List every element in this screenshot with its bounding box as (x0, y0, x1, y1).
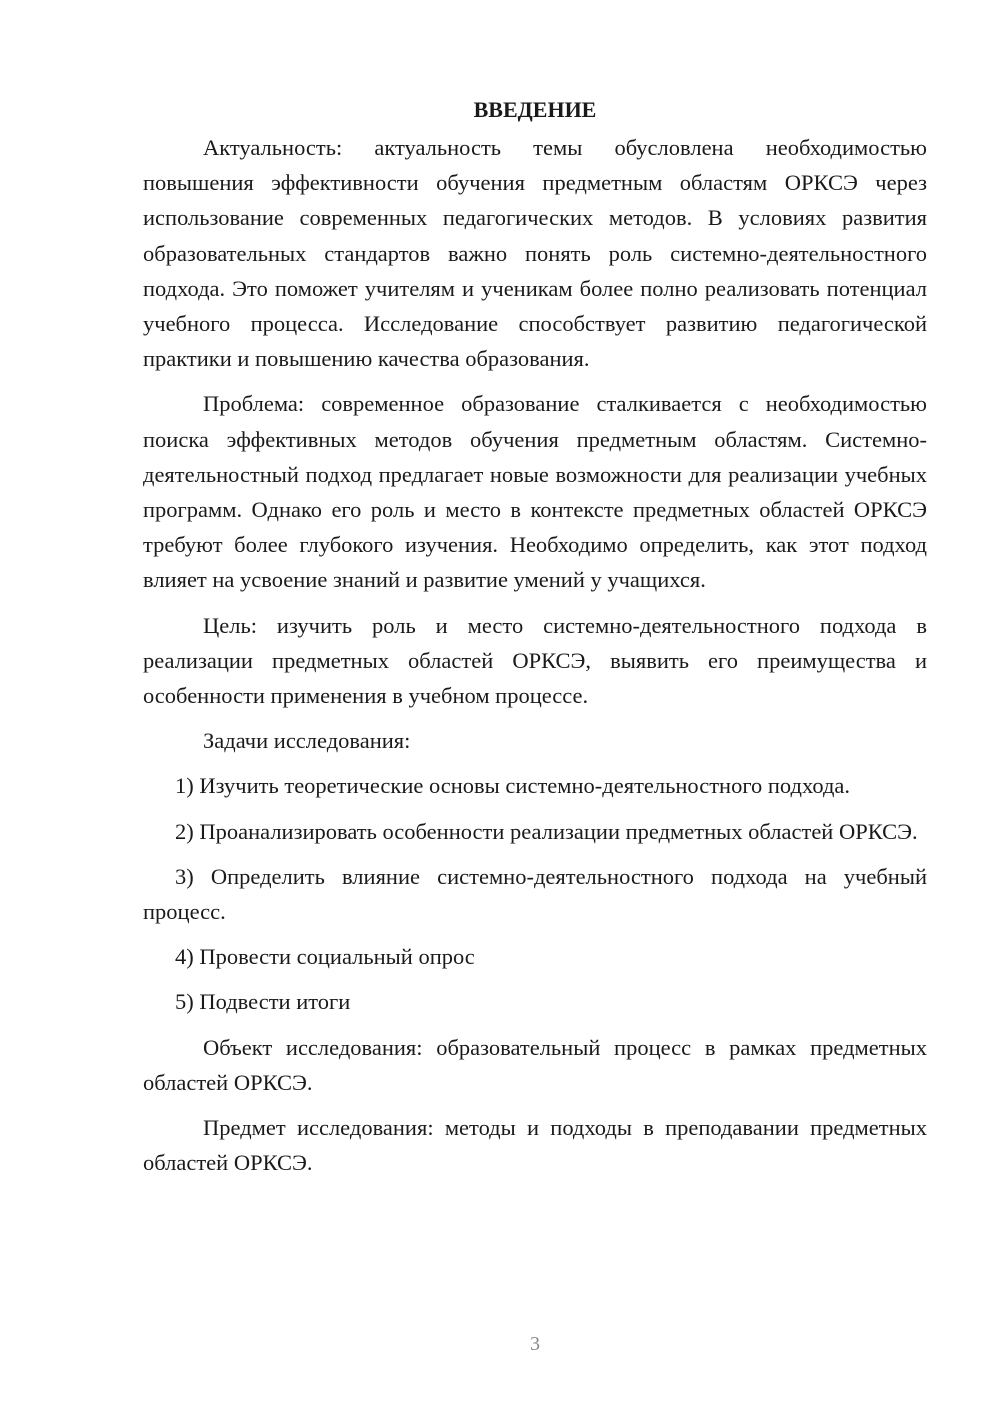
task-item-2: 2) Проанализировать особенности реализации предметных областей ОРКСЭ. (175, 818, 918, 844)
paragraph-subject: Предмет исследования: методы и подходы в преподавании предметных областей ОРКСЭ. (143, 1115, 927, 1176)
paragraph-relevance: Актуальность: актуальность темы обусловлена необходимостью повышения эффективности обучения предметным областям ОРКСЭ через использование современных педагогических методов. В условиях развития образовательных стандартов важно понять роль системно-деятельностного подхода. Это поможет учителям и ученикам более полно реализовать потенциал учебного процесса. Исследование способствует развитию педагогической практики и повышению качества образования. (143, 135, 927, 372)
task-item-4: 4) Провести социальный опрос (175, 944, 475, 970)
paragraph-object: Объект исследования: образовательный процесс в рамках предметных областей ОРКСЭ. (143, 1034, 927, 1095)
task-item-1: 1) Изучить теоретические основы системно-деятельностного подхода. (175, 773, 851, 799)
tasks-heading: Задачи исследования: (203, 728, 411, 754)
document-page (143, 92, 927, 1190)
paragraph-goal: Цель: изучить роль и место системно-деятельностного подхода в реализации предметных областей ОРКСЭ, выявить его преимущества и особенности применения в учебном процессе. (143, 612, 927, 709)
task-item-5: 5) Подвести итоги (175, 989, 351, 1015)
paragraph-problem: Проблема: современное образование сталкивается с необходимостью поиска эффективных методов обучения предметным областям. Системно-деятельностный подход предлагает новые возможности для реализации учебных программ. Однако его роль и место в контексте предметных областей ОРКСЭ требуют более глубокого изучения. Необходимо определить, как этот подход влияет на усвоение знаний и развитие умений у учащихся. (143, 391, 927, 593)
task-item-3: 3) Определить влияние системно-деятельностного подхода на учебный процесс. (143, 863, 927, 925)
page-title: ВВЕДЕНИЕ (473, 97, 597, 122)
page-number: 3 (530, 1333, 540, 1355)
